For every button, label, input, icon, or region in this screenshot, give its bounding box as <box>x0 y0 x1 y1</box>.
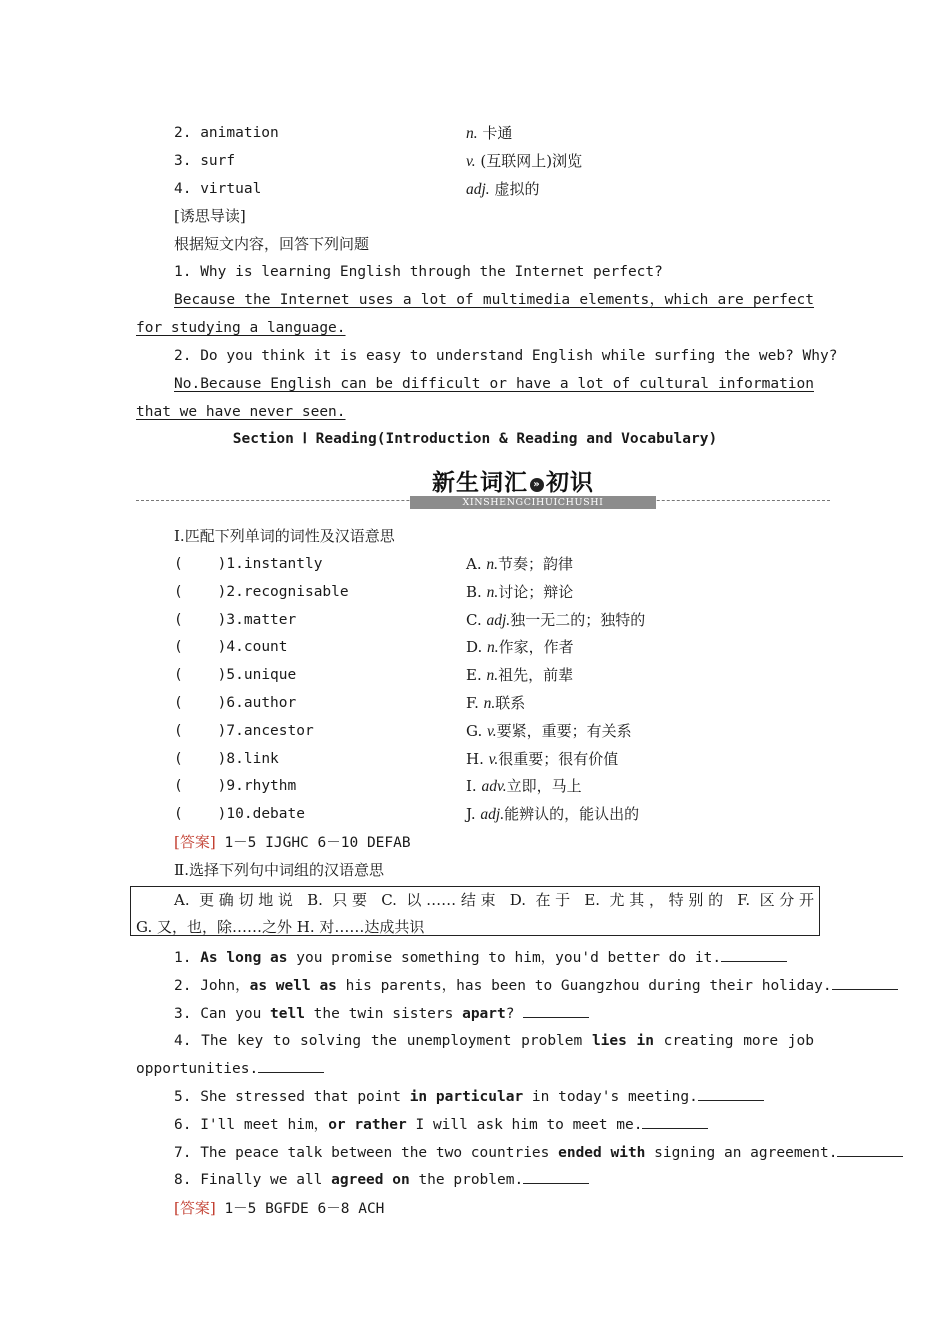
answer-blank[interactable] <box>832 976 898 990</box>
list-item-meaning <box>466 581 573 604</box>
list-item-meaning <box>466 664 573 687</box>
item-num: 2. <box>226 583 244 600</box>
vocab-top-word <box>174 178 261 200</box>
phrase-bold: in particular <box>409 1089 524 1105</box>
sentence-3 <box>174 1003 589 1025</box>
vocab-pos: v. <box>466 153 476 170</box>
sentence-text: 3. Can you <box>174 1006 271 1022</box>
vocab-pos: adj. <box>466 181 490 198</box>
sentence-5 <box>174 1086 764 1108</box>
item-num: 9. <box>226 778 244 795</box>
vocab-word: surf <box>200 153 236 169</box>
answer-blank[interactable]: ( ) <box>174 750 227 767</box>
vocab-word: virtual <box>200 181 262 197</box>
vocab-meaning: (互联网上)浏览 <box>480 152 583 170</box>
phrase-bold: apart <box>462 1006 506 1022</box>
item-word: recognisable <box>243 583 349 600</box>
options-line-2: G. 又，也，除……之外 H. 对……达成共识 <box>136 918 425 936</box>
question-2: 2. Do you think it is easy to understand English while surfing the web? Why? <box>174 348 838 364</box>
list-item-meaning <box>466 692 525 715</box>
list-item <box>174 720 314 742</box>
banner-title-part-1: 新生词汇 <box>432 470 528 496</box>
option-meaning: 能辨认的，能认出的 <box>504 805 640 824</box>
sentence-8 <box>174 1169 589 1191</box>
item-word: count <box>243 639 288 656</box>
vocab-word: animation <box>200 125 279 141</box>
sentence-text: 5. She stressed that point <box>174 1089 410 1105</box>
option-letter: A. <box>466 555 482 573</box>
list-item-meaning <box>466 636 574 659</box>
sentence-text: 2. John， <box>174 978 250 994</box>
guide-instruction: 根据短文内容，回答下列问题 <box>174 235 370 253</box>
vocab-top-meaning <box>466 150 582 173</box>
phrase-bold: ended with <box>558 1145 646 1161</box>
item-word: instantly <box>243 556 323 572</box>
item-num: 7. <box>226 722 244 739</box>
answer-blank[interactable]: ( ) <box>174 583 227 600</box>
vocab-top-meaning <box>466 178 539 201</box>
answer-1-line-1: Because the Internet uses a lot of multimedia elements，which are perfect <box>174 292 814 308</box>
option-letter: D. <box>466 638 483 657</box>
vocab-num: 2. <box>174 125 192 141</box>
vocab-meaning: 卡通 <box>482 124 513 142</box>
question-1: 1. Why is learning English through the Internet perfect? <box>174 264 663 280</box>
chevron-right-icon: » <box>530 478 544 492</box>
list-item-meaning <box>466 720 632 743</box>
option-letter: C. <box>466 610 482 629</box>
list-item <box>174 803 305 825</box>
sentence-text: I will ask him to meet me. <box>406 1117 643 1133</box>
option-meaning: 独一无二的；独特的 <box>510 610 646 629</box>
answer-blank[interactable] <box>721 948 787 962</box>
option-letter: I. <box>466 777 477 796</box>
sentence-text: 4. The key to solving the unemployment problem <box>174 1033 592 1049</box>
item-num: 6. <box>226 695 244 711</box>
vocab-pos: n. <box>466 125 478 142</box>
banner-title <box>432 464 594 497</box>
item-word: ancestor <box>243 722 314 739</box>
list-item <box>174 748 279 770</box>
sentence-text: in today's meeting. <box>523 1089 698 1105</box>
phrase-bold: or rather <box>328 1117 407 1133</box>
option-pos: n. <box>483 695 496 712</box>
sentence-text: ? <box>505 1006 515 1022</box>
answer-blank[interactable] <box>523 1004 589 1018</box>
item-word: link <box>243 750 279 767</box>
phrase-bold: lies in <box>591 1033 654 1049</box>
answer-blank[interactable]: ( ) <box>174 611 227 628</box>
answer-blank[interactable]: ( ) <box>174 667 227 684</box>
list-item <box>174 553 322 575</box>
list-item-meaning <box>466 775 582 798</box>
option-letter: E. <box>466 666 482 685</box>
answer-blank[interactable]: ( ) <box>174 556 227 572</box>
option-letter: B. <box>466 582 482 601</box>
option-letter: G. <box>466 721 483 740</box>
vocab-num: 4. <box>174 181 192 197</box>
option-pos: v. <box>488 750 499 768</box>
section-title: Section Ⅰ Reading(Introduction & Reading and Vocabulary) <box>232 431 718 447</box>
part1-heading: Ⅰ.匹配下列单词的词性及汉语意思 <box>174 527 395 545</box>
answer-label: [答案] <box>174 1199 216 1217</box>
phrase-bold: tell <box>270 1006 305 1022</box>
answer-blank[interactable] <box>523 1170 589 1184</box>
answer-text: 1－5 BGFDE 6－8 ACH <box>224 1201 385 1217</box>
option-pos: n. <box>486 667 499 685</box>
list-item-meaning <box>466 553 573 576</box>
option-pos: adj. <box>480 806 505 824</box>
sentence-text: 7. The peace talk between the two countries <box>174 1145 559 1161</box>
item-num: 5. <box>226 667 244 684</box>
option-letter: F. <box>466 694 479 712</box>
item-num: 3. <box>226 611 244 628</box>
sentence-text: you promise something to him，you'd better do it. <box>287 950 722 966</box>
item-num: 10. <box>226 806 253 823</box>
answer-2-line-1: No.Because English can be difficult or have a lot of cultural information <box>174 376 814 392</box>
option-meaning: 节奏；韵律 <box>498 555 574 573</box>
answer-blank[interactable] <box>837 1143 903 1157</box>
part1-answer <box>174 831 411 854</box>
vocab-num: 3. <box>174 153 192 169</box>
list-item <box>174 581 349 603</box>
answer-blank[interactable] <box>698 1087 764 1101</box>
sentence-4-continued <box>136 1058 324 1080</box>
option-meaning: 立即，马上 <box>506 777 582 796</box>
sentence-text: signing an agreement. <box>645 1145 838 1161</box>
vocab-top-meaning <box>466 122 512 145</box>
answer-blank[interactable]: ( ) <box>174 806 227 823</box>
item-num: 8. <box>226 750 244 767</box>
answer-blank[interactable] <box>258 1059 324 1073</box>
item-word: unique <box>243 667 297 684</box>
sentence-text: 1. <box>174 950 201 966</box>
option-meaning: 要紧，重要；有关系 <box>496 721 632 740</box>
item-word: debate <box>252 806 305 823</box>
sentence-1 <box>174 947 787 969</box>
answer-blank[interactable]: ( ) <box>174 639 227 656</box>
sentence-2 <box>174 975 898 997</box>
phrase-bold: agreed on <box>331 1172 410 1188</box>
sentence-7 <box>174 1142 903 1164</box>
banner-title-part-2: 初识 <box>546 470 594 496</box>
answer-1-line-2: for studying a language. <box>136 320 346 336</box>
option-pos: n. <box>486 556 499 573</box>
list-item-meaning <box>466 803 639 826</box>
option-meaning: 很重要；很有价值 <box>498 749 619 768</box>
answer-text: 1－5 IJGHC 6－10 DEFAB <box>224 835 411 851</box>
sentence-text: creating more job <box>654 1033 814 1049</box>
option-meaning: 作家，作者 <box>498 638 574 657</box>
option-meaning: 联系 <box>495 694 526 712</box>
options-line-1: A. 更确切地说 B. 只要 C. 以……结束 D. 在于 E. 尤其，特别的 F. 区分开 <box>174 891 814 909</box>
list-item <box>174 692 296 714</box>
sentence-4 <box>174 1030 814 1052</box>
option-pos: adj. <box>486 611 511 629</box>
answer-blank[interactable] <box>642 1115 708 1129</box>
answer-blank[interactable]: ( ) <box>174 778 227 795</box>
vocab-meaning: 虚拟的 <box>494 180 540 198</box>
answer-label: [答案] <box>174 833 216 851</box>
section-banner <box>410 464 656 508</box>
guide-header: [诱思导读] <box>174 207 246 225</box>
part2-answer <box>174 1197 384 1220</box>
item-num: 4. <box>226 639 244 656</box>
option-meaning: 讨论；辩论 <box>498 582 574 601</box>
answer-2-line-2: that we have never seen. <box>136 404 346 420</box>
banner-pinyin: XINSHENGCIHUICHUSHI <box>410 496 656 509</box>
list-item-meaning <box>466 609 645 632</box>
option-pos: n. <box>487 639 499 657</box>
list-item-meaning <box>466 748 618 771</box>
answer-blank[interactable]: ( ) <box>174 722 227 739</box>
answer-blank[interactable]: ( ) <box>174 695 227 711</box>
list-item <box>174 775 296 797</box>
option-letter: J. <box>466 805 476 824</box>
list-item <box>174 636 288 658</box>
item-word: rhythm <box>243 778 297 795</box>
phrase-bold: as well as <box>249 978 337 994</box>
option-meaning: 祖先，前辈 <box>498 666 574 685</box>
option-letter: H. <box>466 749 484 768</box>
vocab-top-word <box>174 150 235 172</box>
list-item <box>174 664 296 686</box>
sentence-text: the problem. <box>409 1172 524 1188</box>
sentence-text: his parents，has been to Guangzhou during their holiday. <box>336 978 832 994</box>
sentence-4-continued-text: opportunities. <box>136 1061 259 1077</box>
sentence-6 <box>174 1114 708 1136</box>
part2-heading: Ⅱ.选择下列句中词组的汉语意思 <box>174 861 384 879</box>
option-pos: v. <box>487 722 497 740</box>
sentence-text: 8. Finally we all <box>174 1172 332 1188</box>
item-word: matter <box>243 611 297 628</box>
phrase-bold: As long as <box>200 950 288 966</box>
item-num: 1. <box>226 556 244 572</box>
option-pos: adv. <box>481 778 507 796</box>
item-word: author <box>243 695 297 711</box>
sentence-text: the twin sisters <box>304 1006 463 1022</box>
sentence-text: 6. I'll meet him， <box>174 1117 329 1133</box>
option-pos: n. <box>486 583 499 601</box>
vocab-top-word <box>174 122 279 144</box>
list-item <box>174 609 296 631</box>
